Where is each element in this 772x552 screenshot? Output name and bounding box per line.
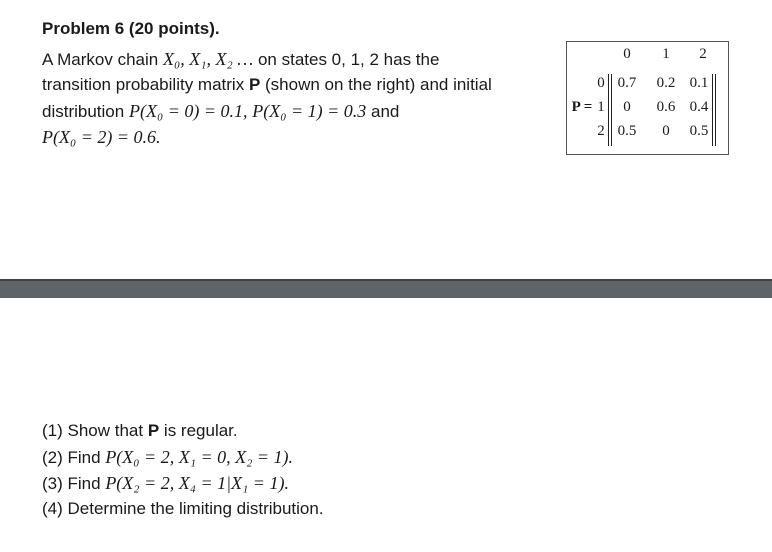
q3-math: P(X₂ = 2, X₄ = 1|X₁ = 1).	[105, 473, 289, 493]
problem-line-3	[42, 101, 399, 122]
problem-line-2	[42, 75, 492, 95]
problem-title: Problem 6 (20 points).	[42, 19, 220, 38]
q1-prefix: (1) Show that	[42, 421, 144, 440]
line3-math-1: P(X₀ = 0) = 0.1,	[128, 101, 248, 121]
q2-prefix: (2) Find	[42, 448, 101, 467]
matrix-cell: 0.5	[689, 123, 709, 139]
q1-bold-p: P	[147, 421, 160, 440]
line3-math-2: P(X₀ = 1) = 0.3	[252, 101, 367, 121]
line4-math: P(X₀ = 2) = 0.6.	[42, 127, 161, 147]
line2-bold-p: P	[248, 75, 261, 94]
problem-line-4	[42, 127, 161, 148]
line2-suffix: (shown on the right) and initial	[265, 75, 492, 94]
question-1	[42, 421, 238, 441]
matrix-cell: 0.2	[656, 75, 676, 91]
line1-math: X₀, X₁, X₂ …	[162, 49, 254, 69]
matrix-cell: 0	[623, 99, 631, 115]
matrix-cell: 0.4	[689, 99, 709, 115]
transition-matrix	[566, 41, 729, 155]
line2-prefix: transition probability matrix	[42, 75, 245, 94]
line1-suffix: on states 0, 1, 2 has the	[257, 50, 440, 69]
matrix-row-label: 0	[597, 75, 605, 91]
matrix-row-label: 1	[597, 99, 605, 115]
q2-math: P(X₀ = 2, X₁ = 0, X₂ = 1).	[105, 447, 293, 467]
line1-prefix: A Markov chain	[42, 50, 159, 69]
q1-suffix: is regular.	[163, 421, 238, 440]
matrix-left-bar	[608, 74, 609, 146]
question-3	[42, 473, 289, 494]
matrix-right-bar	[715, 74, 716, 146]
problem-line-1	[42, 49, 439, 70]
matrix-col-header: 2	[699, 46, 707, 62]
question-2	[42, 447, 293, 468]
matrix-col-header: 1	[662, 46, 670, 62]
matrix-label	[569, 99, 595, 116]
matrix-col-header: 0	[623, 46, 631, 62]
line3-prefix: distribution	[42, 102, 125, 121]
matrix-row-label: 2	[597, 123, 605, 139]
matrix-cell: 0	[662, 123, 670, 139]
matrix-cell: 0.5	[617, 123, 637, 139]
matrix-cell: 0.1	[689, 75, 709, 91]
question-4: (4) Determine the limiting distribution.	[42, 499, 324, 518]
matrix-cell: 0.6	[656, 99, 676, 115]
matrix-label-text: P =	[571, 99, 593, 115]
page-divider	[0, 281, 772, 298]
matrix-cell: 0.7	[617, 75, 637, 91]
q3-prefix: (3) Find	[42, 474, 101, 493]
line3-suffix: and	[370, 102, 400, 121]
